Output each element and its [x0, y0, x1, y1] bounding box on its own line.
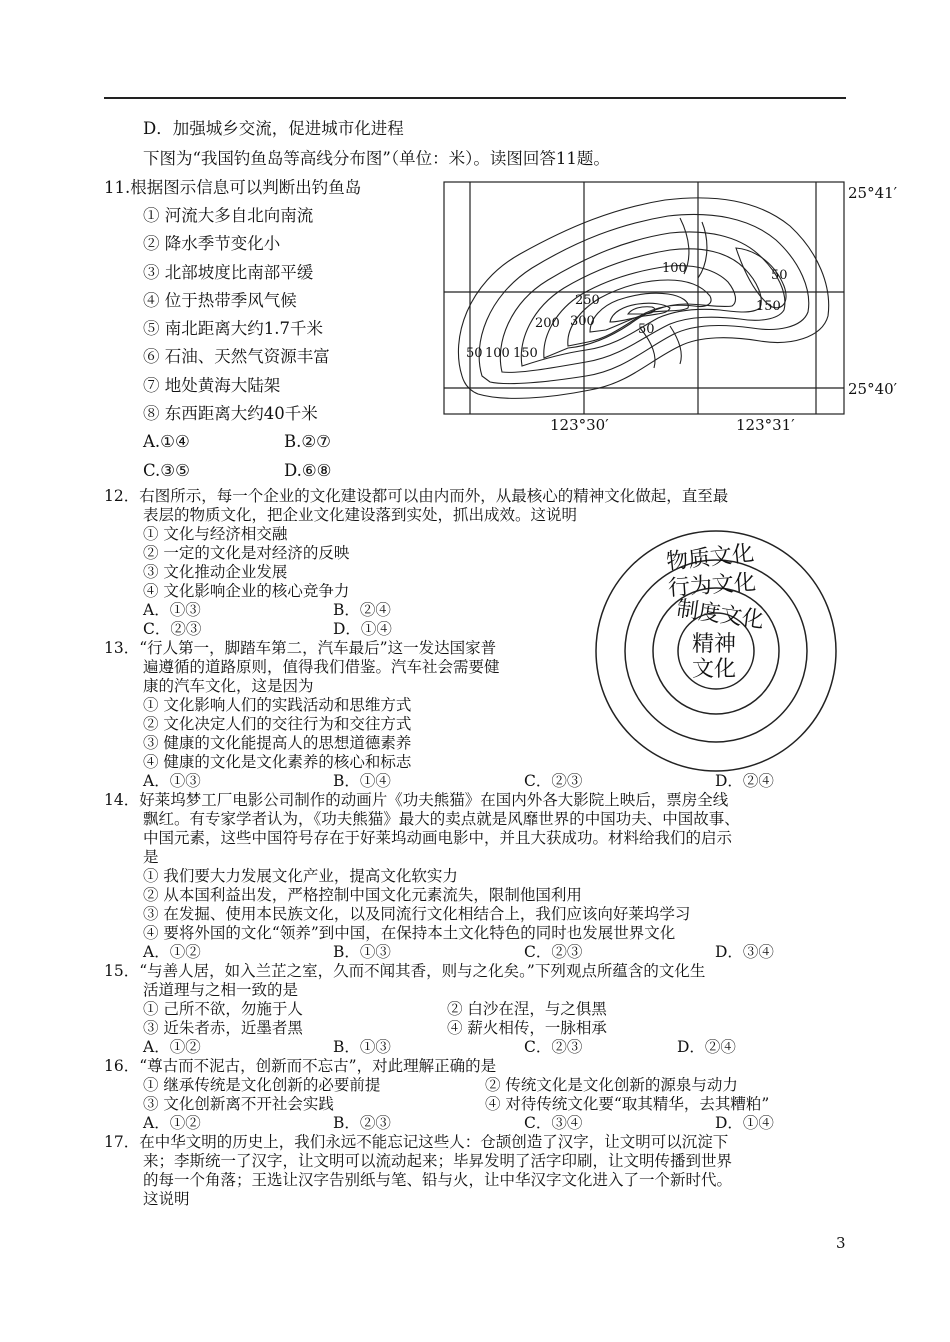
q17-stem-3: 的每一个角落；王选让汉字告别纸与笔、铅与火，让中华汉字文化进入了一个新时代。: [143, 1171, 733, 1189]
q14-stem-4: 是: [143, 848, 159, 866]
q12-option-c: C．②③: [143, 620, 202, 638]
q14-option-a: A．①②: [143, 943, 201, 961]
q13-option-b: B．①④: [333, 772, 391, 790]
q17-stem-2: 来；李斯统一了汉字，让文明可以流动起来；毕昇发明了活字印刷，让文明传播到世界: [143, 1152, 733, 1170]
q13-item-1: ① 文化影响人们的实践活动和思维方式: [143, 696, 412, 714]
q14-stem-2: 飘红。有专家学者认为，《功夫熊猫》最大的卖点就是风靡世界的中国功夫、中国故事、: [143, 810, 740, 828]
q13-item-2: ② 文化决定人们的交往行为和交往方式: [143, 715, 412, 733]
q11-item-2: ② 降水季节变化小: [143, 234, 281, 253]
contour-label: 50: [771, 268, 788, 283]
q14-item-1: ① 我们要大力发展文化产业，提高文化软实力: [143, 867, 458, 885]
q13-stem-2: 遍遵循的道路原则，值得我们借鉴。汽车社会需要健: [143, 658, 500, 676]
contour-label: 50: [466, 346, 483, 361]
q16-option-a: A．①②: [143, 1114, 201, 1132]
q11-item-4: ④ 位于热带季风气候: [143, 291, 297, 310]
q14-stem-1: 14．好莱坞梦工厂电影公司制作的动画片《功夫熊猫》在国内外各大影院上映后，票房全线: [104, 791, 729, 809]
q12-option-d: D．①④: [333, 620, 392, 638]
q11-item-3: ③ 北部坡度比南部平缓: [143, 263, 314, 282]
q15-item-3: ③ 近朱者赤，近墨者黑: [143, 1019, 303, 1037]
q12-stem-2: 表层的物质文化，把企业文化建设落到实处，抓出成效。这说明: [143, 506, 578, 524]
ring-label-core-top: 精神: [692, 632, 737, 657]
q11-item-6: ⑥ 石油、天然气资源丰富: [143, 347, 330, 366]
q12-item-3: ③ 文化推动企业发展: [143, 563, 288, 581]
q15-item-2: ② 白沙在涅，与之俱黑: [447, 1000, 607, 1018]
q12-item-2: ② 一定的文化是对经济的反映: [143, 544, 350, 562]
contour-label: 200: [535, 316, 560, 331]
q12-stem-1: 12．右图所示，每一个企业的文化建设都可以由内而外，从最核心的精神文化做起，直至最: [104, 487, 729, 505]
q11-item-8: ⑧ 东西距离大约40千米: [143, 404, 318, 423]
q13-option-c: C．②③: [524, 772, 583, 790]
q11-option-c: C.③⑤: [143, 461, 190, 480]
q12-option-a: A．①③: [143, 601, 201, 619]
contour-label: 100: [662, 261, 687, 276]
ring-label-outer: 物质文化: [665, 541, 756, 576]
q14-item-2: ② 从本国利益出发，严格控制中国文化元素流失，限制他国利用: [143, 886, 582, 904]
longitude-right: 123°31′: [736, 416, 795, 434]
culture-rings-diagram: [588, 526, 844, 776]
q14-item-3: ③ 在发掘、使用本民族文化，以及同流行文化相结合上，我们应该向好莱坞学习: [143, 905, 691, 923]
q16-item-4: ④ 对待传统文化要“取其精华，去其糟粕”: [485, 1095, 770, 1113]
q17-stem-1: 17．在中华文明的历史上，我们永远不能忘记这些人：仓颉创造了汉字，让文明可以沉淀下: [104, 1133, 729, 1151]
q14-option-b: B．①③: [333, 943, 391, 961]
contour-label: 150: [513, 346, 538, 361]
q11-item-1: ① 河流大多自北向南流: [143, 206, 314, 225]
contour-label: 150: [756, 299, 781, 314]
q10-option-d: D．加强城乡交流，促进城市化进程: [143, 119, 404, 138]
q13-stem-1: 13．“行人第一，脚踏车第二，汽车最后”这一发达国家普: [104, 639, 497, 657]
q15-option-c: C．②③: [524, 1038, 583, 1056]
q16-stem-1: 16．“尊古而不泥古，创新而不忘古”，对此理解正确的是: [104, 1057, 497, 1075]
q14-option-c: C．②③: [524, 943, 583, 961]
contour-map: [440, 178, 910, 436]
q11-option-a: A.①④: [143, 432, 190, 451]
ring-label-second: 制度文化: [674, 596, 766, 634]
q16-item-3: ③ 文化创新离不开社会实践: [143, 1095, 334, 1113]
contour-label: 100: [485, 346, 510, 361]
map-intro: 下图为“我国钓鱼岛等高线分布图”（单位：米）。读图回答11题。: [143, 149, 610, 168]
q13-item-3: ③ 健康的文化能提高人的思想道德素养: [143, 734, 412, 752]
q11-option-d: D.⑥⑧: [284, 461, 332, 480]
contour-line: [500, 232, 785, 372]
latitude-bottom: 25°40′: [848, 380, 898, 398]
q13-stem-3: 康的汽车文化，这是因为: [143, 677, 314, 695]
map-frame: [444, 182, 844, 414]
q16-option-c: C．③④: [524, 1114, 583, 1132]
contour-label: 250: [575, 293, 600, 308]
q15-stem-2: 活道理与之相一致的是: [143, 981, 299, 999]
q15-stem-1: 15．“与善人居，如入兰芷之室，久而不闻其香，则与之化矣。”下列观点所蕴含的文化生: [104, 962, 706, 980]
ring-label-third: 行为文化: [667, 570, 757, 602]
q11-item-5: ⑤ 南北距离大约1.7千米: [143, 319, 323, 338]
q16-item-2: ② 传统文化是文化创新的源泉与动力: [485, 1076, 738, 1094]
longitude-left: 123°30′: [550, 416, 609, 434]
q11-stem: 11.根据图示信息可以判断出钓鱼岛: [104, 178, 362, 197]
contour-label: 50: [638, 322, 655, 337]
q12-item-1: ① 文化与经济相交融: [143, 525, 288, 543]
ring-label-core-bottom: 文化: [692, 657, 737, 682]
contour-line: [544, 266, 736, 358]
q16-item-1: ① 继承传统是文化创新的必要前提: [143, 1076, 381, 1094]
q16-option-b: B．②③: [333, 1114, 391, 1132]
q14-item-4: ④ 要将外国的文化“领养”到中国，在保持本土文化特色的同时也发展世界文化: [143, 924, 676, 942]
q13-option-a: A．①③: [143, 772, 201, 790]
q15-option-d: D．②④: [677, 1038, 736, 1056]
q14-option-d: D．③④: [715, 943, 774, 961]
q15-option-a: A．①②: [143, 1038, 201, 1056]
contour-label: 300: [570, 314, 595, 329]
q13-item-4: ④ 健康的文化是文化素养的核心和标志: [143, 753, 412, 771]
q12-item-4: ④ 文化影响企业的核心竞争力: [143, 582, 350, 600]
q17-stem-4: 这说明: [143, 1190, 190, 1208]
page-number: 3: [836, 1234, 846, 1252]
q11-option-b: B.②⑦: [284, 432, 331, 451]
header-rule: [104, 97, 846, 99]
q16-option-d: D．①④: [715, 1114, 774, 1132]
latitude-top: 25°41′: [848, 184, 898, 202]
q15-item-1: ① 己所不欲，勿施于人: [143, 1000, 303, 1018]
q14-stem-3: 中国元素，这些中国符号存在于好莱坞动画电影中，并且大获成功。材料给我们的启示: [143, 829, 733, 847]
q11-item-7: ⑦ 地处黄海大陆架: [143, 376, 281, 395]
q13-option-d: D．②④: [715, 772, 774, 790]
q12-option-b: B．②④: [333, 601, 391, 619]
q15-option-b: B．①③: [333, 1038, 391, 1056]
q15-item-4: ④ 薪火相传，一脉相承: [447, 1019, 607, 1037]
contour-line: [610, 303, 670, 322]
